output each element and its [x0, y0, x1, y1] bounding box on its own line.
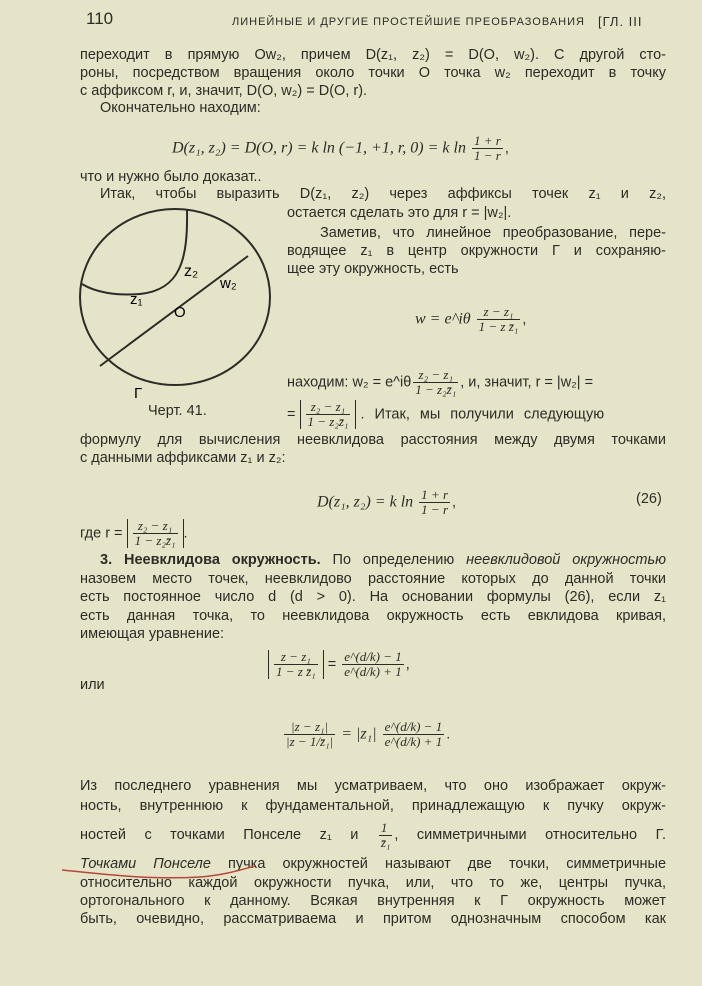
text-line-where: где r = $\frac{\text{z₂ − z₁}}{\text{1 − z₂z̄₁}}$ .: [80, 518, 188, 548]
text-line: имеющая уравнение:: [80, 626, 225, 642]
text-line: щее эту окружность, есть: [287, 261, 459, 277]
poncelet-term: Точками Понселе: [80, 856, 211, 872]
geodesic-arc: [82, 210, 187, 295]
text-line: что и нужно было доказат..: [80, 169, 262, 185]
text-line: ность, внутреннюю к фундаментальной, принадлежащую к пучку окруж-: [80, 798, 666, 814]
page-number: 110: [86, 9, 114, 28]
fraction: $\frac{1 + r}{1 - r}$: [474, 133, 501, 163]
text-line: есть данная точка, то неевклидова окружность есть евклидова кривая,: [80, 608, 666, 624]
text-line: роны, посредством вращения около точки O точка w₂ переходит в точку: [80, 65, 666, 81]
text-line: Итак, чтобы выразить D(z₁, z₂) через аффиксы точек z₁ и z₂,: [100, 186, 666, 202]
text-line: Заметив, что линейное преобразование, пере-: [320, 225, 666, 241]
text-line-r: = $\frac{\text{z₂ − z₁}}{\text{1 − z₂z̄₁}}$ . Итак, мы получили следующую: [287, 399, 605, 429]
label-o: O: [174, 304, 186, 321]
label-gamma: Γ: [134, 385, 143, 402]
figure-41-diagram: [70, 200, 290, 420]
formula-26: D(z₁, z₂) = k ln $\frac{1 + r}{1 - r}$ ,: [317, 487, 457, 517]
text-line: формулу для вычисления неевклидова расстояния между двумя точками: [80, 432, 666, 448]
text-line: Окончательно находим:: [100, 100, 261, 116]
text-line: переходит в прямую Ow₂, причем D(z₁, z₂) = D(O, w₂). С другой сто-: [80, 47, 666, 63]
text-line: водящее z₁ в центр окружности Γ и сохраняю-: [287, 243, 666, 259]
running-title: ЛИНЕЙНЫЕ И ДРУГИЕ ПРОСТЕЙШИЕ ПРЕОБРАЗОВАНИЯ: [232, 16, 585, 28]
text-line: быть, очевидно, рассматриваема и притом однозначным способом как: [80, 911, 666, 927]
formula-distance: D(z₁, z₂) = D(O, r) = k ln (−1, +1, r, 0) = k ln $\frac{1 + r}{1 - r}$ ,: [172, 133, 509, 163]
text-line: остается сделать это для r = |w₂|.: [287, 205, 512, 221]
text-line-poncelet: ностей с точками Понселе z₁ и $\frac{1}{\text{z̄₁}}$ , симметричными относительно Γ.: [80, 819, 666, 850]
text-line: есть постоянное число d (d > 0). На основании формулы (26), если z₁: [80, 589, 666, 605]
text-line: относительно каждой окружности пучка, или, что то же, центры пучка,: [80, 875, 666, 891]
text-line: с данными аффиксами z₁ и z₂:: [80, 450, 286, 466]
text-line: с аффиксом r, и, значит, D(O, w₂) = D(O, r).: [80, 83, 368, 99]
text-line: назовем место точек, неевклидово расстояние которых до данной точки: [80, 571, 666, 587]
text-line-w2: находим: w₂ = e^iθ $\frac{\text{z₂ − z₁}}{\text{1 − z₂z̄₁}}$ , и, значит, r = |w₂| =: [287, 367, 594, 397]
text-line: ортогонального к данному. Всякая внутренняя к Γ окружность может: [80, 893, 666, 909]
formula-transform: w = e^iθ $\frac{\text{z − z₁}}{\text{1 − z z̄₁}}$ ,: [415, 304, 527, 334]
label-w2: w₂: [220, 275, 237, 292]
text-or: или: [80, 677, 105, 693]
equation-number: (26): [636, 491, 662, 507]
label-z1: z₁: [130, 291, 143, 308]
text-line: Из последнего уравнения мы усматриваем, что оно изображает окруж-: [80, 778, 666, 794]
definition-line: Точками Понселе пучка окружностей называют две точки, симметричные: [80, 856, 666, 872]
figure-caption: Черт. 41.: [148, 403, 207, 419]
fraction: $\frac{\text{z − z₁}}{\text{1 − z z̄₁}}$: [478, 304, 519, 334]
formula-circle-eq: $\frac{\text{z − z₁}}{\text{1 − z z̄₁}}$ = $\frac{e\^{}(d/k) - 1}{e\^{}(d/k) + 1}$ ,: [268, 650, 410, 679]
formula-circle-eq-2: $\frac{\text{|z − z₁|}}{\text{|z − 1/z̄₁|}}$ = |z₁| $\frac{e\^{}(d/k) - 1}{e\^{}(d/k) + 1}$ .: [286, 719, 451, 749]
section-heading-line: 3. Неевклидова окружность. По определению неевклидовой окружностью: [100, 552, 666, 568]
chapter-marker: [ГЛ. III: [598, 14, 643, 29]
label-z2: z₂: [184, 263, 199, 280]
